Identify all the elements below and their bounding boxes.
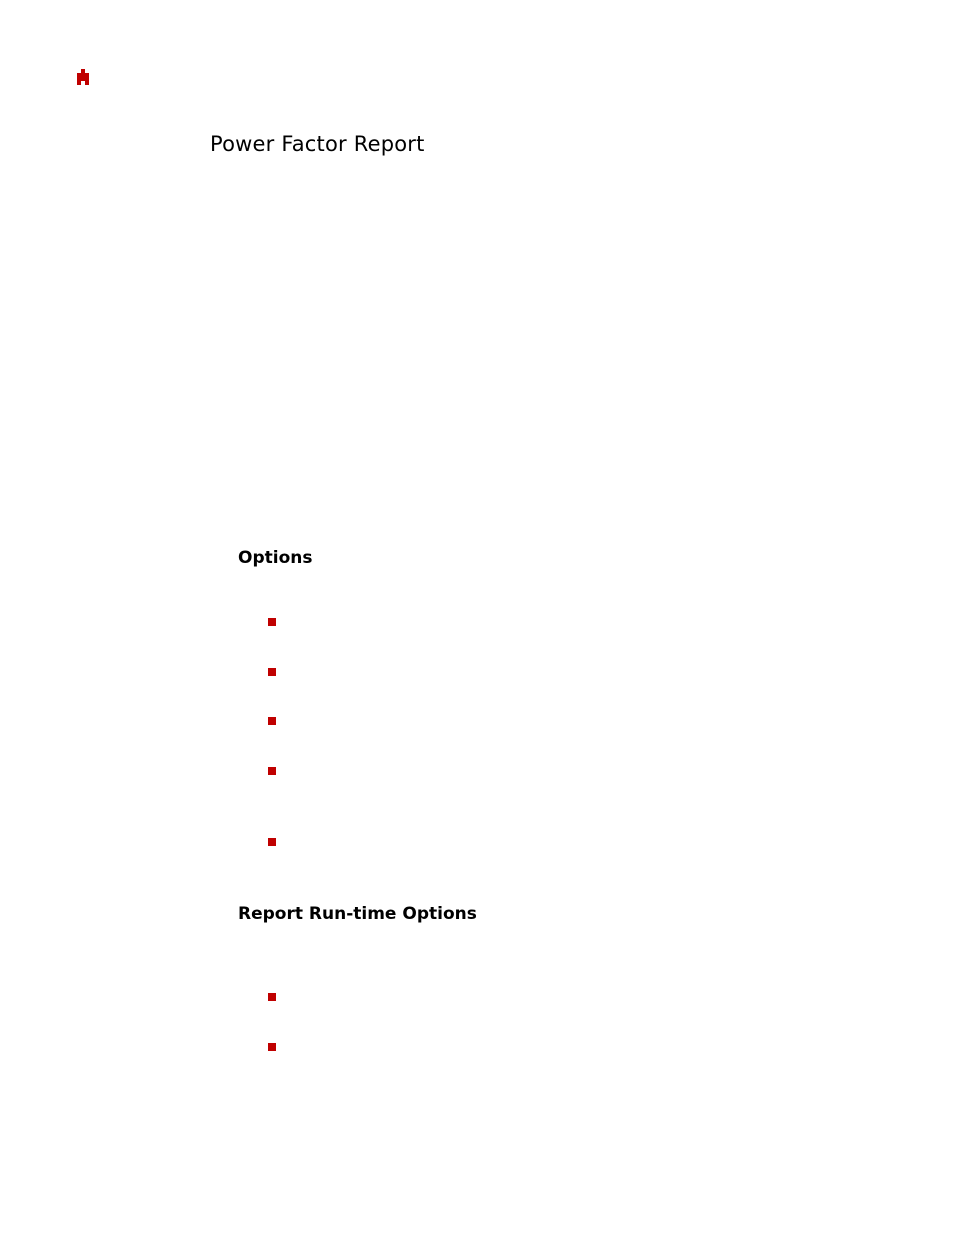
square-bullet-icon	[268, 717, 276, 725]
section-heading-options: Options	[238, 548, 313, 568]
section-heading-run-time-options: Report Run-time Options	[238, 904, 477, 924]
logo-mark-icon	[77, 69, 90, 86]
square-bullet-icon	[268, 838, 276, 846]
square-bullet-icon	[268, 618, 276, 626]
square-bullet-icon	[268, 993, 276, 1001]
square-bullet-icon	[268, 668, 276, 676]
page-title: Power Factor Report	[210, 132, 425, 156]
square-bullet-icon	[268, 767, 276, 775]
square-bullet-icon	[268, 1043, 276, 1051]
